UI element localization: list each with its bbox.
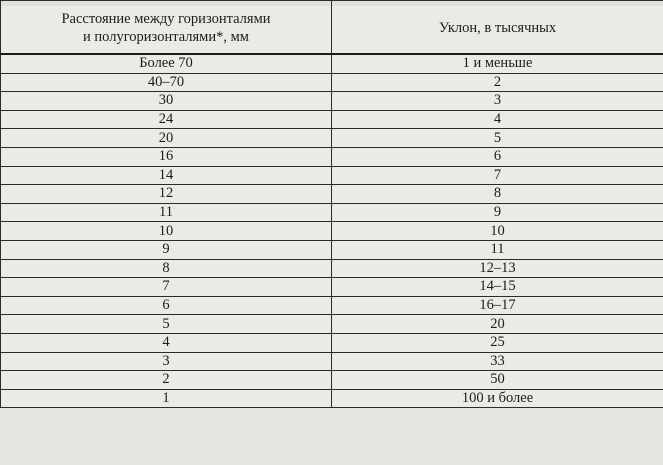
header-distance-line1: Расстояние между горизонталями bbox=[61, 11, 271, 27]
distance-cell: 30 bbox=[1, 92, 332, 111]
table-row bbox=[1, 240, 663, 259]
distance-cell: 3 bbox=[1, 352, 332, 371]
distance-cell: 10 bbox=[1, 222, 332, 241]
distance-cell: 16 bbox=[1, 147, 332, 166]
table-row bbox=[1, 352, 663, 371]
distance-cell: 40–70 bbox=[1, 73, 332, 92]
slope-cell: 50 bbox=[332, 371, 663, 390]
table-header-row bbox=[1, 1, 663, 55]
table-body bbox=[1, 54, 663, 408]
table-row bbox=[1, 259, 663, 278]
slope-cell: 11 bbox=[332, 240, 663, 259]
table-row bbox=[1, 203, 663, 222]
table-row bbox=[1, 92, 663, 111]
table-row bbox=[1, 333, 663, 352]
slope-cell: 9 bbox=[332, 203, 663, 222]
slope-cell: 1 и меньше bbox=[332, 54, 663, 73]
slope-cell: 12–13 bbox=[332, 259, 663, 278]
distance-cell: 7 bbox=[1, 278, 332, 297]
slope-cell: 7 bbox=[332, 166, 663, 185]
slope-cell: 4 bbox=[332, 110, 663, 129]
slope-cell: 14–15 bbox=[332, 278, 663, 297]
slope-cell: 16–17 bbox=[332, 296, 663, 315]
table-row bbox=[1, 185, 663, 204]
slope-cell: 10 bbox=[332, 222, 663, 241]
distance-cell: 24 bbox=[1, 110, 332, 129]
table-row bbox=[1, 54, 663, 73]
distance-cell: 9 bbox=[1, 240, 332, 259]
distance-cell: 5 bbox=[1, 315, 332, 334]
table-row bbox=[1, 371, 663, 390]
distance-cell: 11 bbox=[1, 203, 332, 222]
distance-cell: Более 70 bbox=[1, 54, 332, 73]
header-distance bbox=[1, 1, 332, 55]
distance-cell: 8 bbox=[1, 259, 332, 278]
slope-cell: 2 bbox=[332, 73, 663, 92]
table-row bbox=[1, 389, 663, 408]
distance-cell: 14 bbox=[1, 166, 332, 185]
distance-cell: 1 bbox=[1, 389, 332, 408]
table-row bbox=[1, 129, 663, 148]
table-row bbox=[1, 278, 663, 297]
header-distance-line2: и полугоризонталями*, мм bbox=[83, 29, 249, 45]
table-row bbox=[1, 166, 663, 185]
table-row bbox=[1, 73, 663, 92]
table-row bbox=[1, 110, 663, 129]
header-slope: Уклон, в тысячных bbox=[332, 1, 663, 55]
slope-cell: 25 bbox=[332, 333, 663, 352]
slope-cell: 20 bbox=[332, 315, 663, 334]
distance-cell: 2 bbox=[1, 371, 332, 390]
table-row bbox=[1, 315, 663, 334]
slope-cell: 8 bbox=[332, 185, 663, 204]
distance-cell: 20 bbox=[1, 129, 332, 148]
slope-cell: 3 bbox=[332, 92, 663, 111]
distance-cell: 6 bbox=[1, 296, 332, 315]
table-row bbox=[1, 147, 663, 166]
distance-cell: 4 bbox=[1, 333, 332, 352]
slope-cell: 33 bbox=[332, 352, 663, 371]
distance-cell: 12 bbox=[1, 185, 332, 204]
table-row bbox=[1, 296, 663, 315]
slope-cell: 5 bbox=[332, 129, 663, 148]
slope-cell: 100 и более bbox=[332, 389, 663, 408]
table-row bbox=[1, 222, 663, 241]
slope-cell: 6 bbox=[332, 147, 663, 166]
